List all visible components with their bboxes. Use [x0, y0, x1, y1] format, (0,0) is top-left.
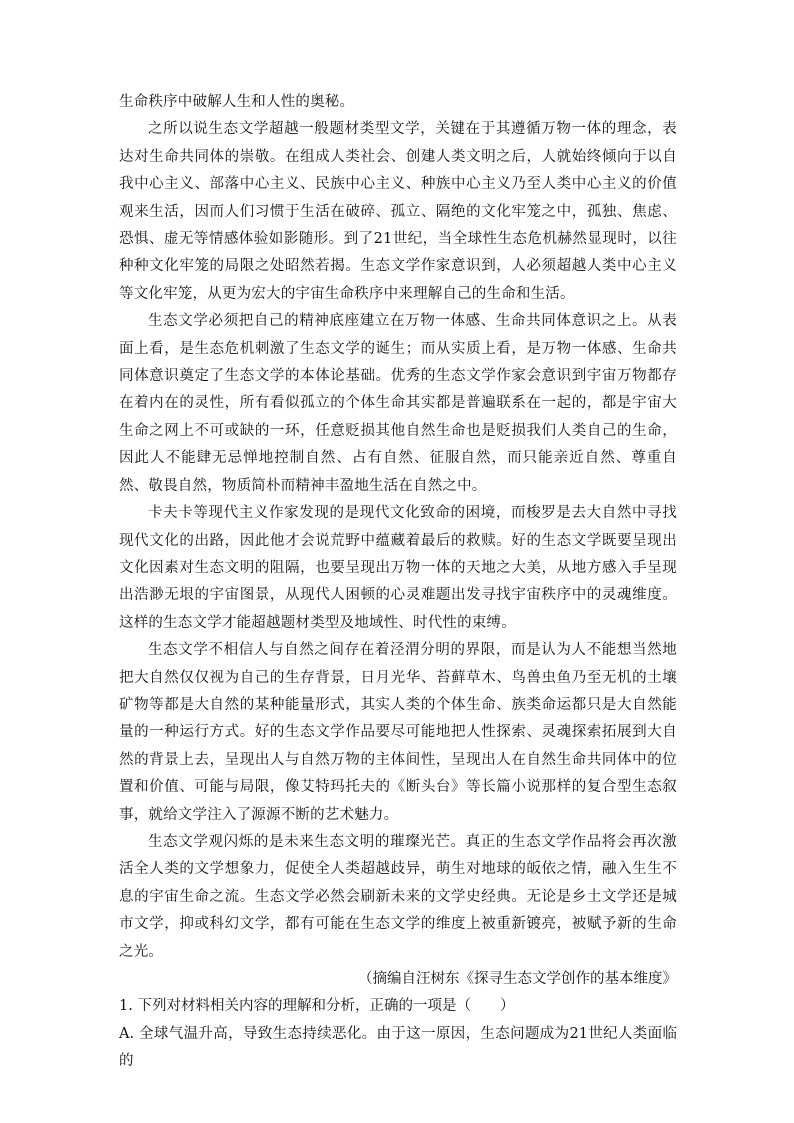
paragraph-6: 生态文学观闪烁的是未来生态文明的璀璨光芒。真正的生态文学作品将会再次激活全人类的文学想象力，促使全人类超越歧异，萌生对地球的皈依之情，融入生生不息的宇宙生命之流。生态文学必然会刷新未来的文学史经典。无论是乡土文学还是城市文学，抑或科幻文学，都有可能在生态文学的维度上被重新镀亮，被赋予新的生命之光。 [119, 833, 677, 960]
question-option-a: A. 全球气温升高，导致生态持续恶化。由于这一原因，生态问题成为21世纪人类面临的 [119, 1025, 677, 1070]
paragraph-5: 生态文学不相信人与自然之间存在着泾渭分明的界限，而是认为人不能想当然地把大自然仅仅视为自己的生存背景，日月光华、苔藓草木、鸟兽虫鱼乃至无机的土壤矿物等都是大自然的某种能量形式，其实人类的个体生命、族类命运都只是大自然能量的一种运行方式。好的生态文学作品要尽可能地把人性探索、灵魂探索拓展到大自然的背景上去，呈现出人与自然万物的主体间性，呈现出人在自然生命共同体中的位置和价值、可能与局限，像艾特玛托夫的《断头台》等长篇小说那样的复合型生态叙事，就给文学注入了源源不断的艺术魅力。 [119, 642, 677, 823]
source-citation: （摘编自汪树东《探寻生态文学创作的基本维度》 [358, 971, 677, 987]
paragraph-3: 生态文学必须把自己的精神底座建立在万物一体感、生命共同体意识之上。从表面上看，是生态危机刺激了生态文学的诞生；而从实质上看，是万物一体感、生命共同体意识奠定了生态文学的本体论基础。优秀的生态文学作家会意识到宇宙万物都存在着内在的灵性，所有看似孤立的个体生命其实都是普遍联系在一起的，都是宇宙大生命之网上不可或缺的一环，任意贬损其他自然生命也是贬损我们人类自己的生命，因此人不能肆无忌惮地控制自然、占有自然、征服自然，而只能亲近自然、尊重自然、敬畏自然，物质简朴而精神丰盈地生活在自然之中。 [119, 313, 677, 494]
paragraph-1: 生命秩序中破解人生和人性的奥秘。 [119, 94, 355, 110]
question-stem: 1. 下列对材料相关内容的理解和分析，正确的一项是（ ） [119, 998, 515, 1015]
document-page [119, 89, 677, 1076]
paragraph-2: 之所以说生态文学超越一般题材类型文学，关键在于其遵循万物一体的理念，表达对生命共同体的崇敬。在组成人类社会、创建人类文明之后，人就始终倾向于以自我中心主义、部落中心主义、民族中心主义、种族中心主义乃至人类中心主义的价值观来生活，因而人们习惯于生活在破碎、孤立、隔绝的文化牢笼之中，孤独、焦虑、恐惧、虚无等情感体验如影随形。到了21世纪，当全球性生态危机赫然显现时，以往种种文化牢笼的局限之处昭然若揭。生态文学作家意识到，人必须超越人类中心主义等文化牢笼，从更为宏大的宇宙生命秩序中来理解自己的生命和生活。 [119, 121, 677, 302]
paragraph-4: 卡夫卡等现代主义作家发现的是现代文化致命的困境，而梭罗是去大自然中寻找现代文化的出路，因此他才会说荒野中蕴藏着最后的救赎。好的生态文学既要呈现出文化因素对生态文明的阻隔，也要呈现出万物一体的天地之大美，从地方感入手呈现出浩渺无垠的宇宙图景，从现代人困顿的心灵难题出发寻找宇宙秩序中的灵魂维度。这样的生态文学才能超越题材类型及地域性、时代性的束缚。 [119, 505, 677, 631]
